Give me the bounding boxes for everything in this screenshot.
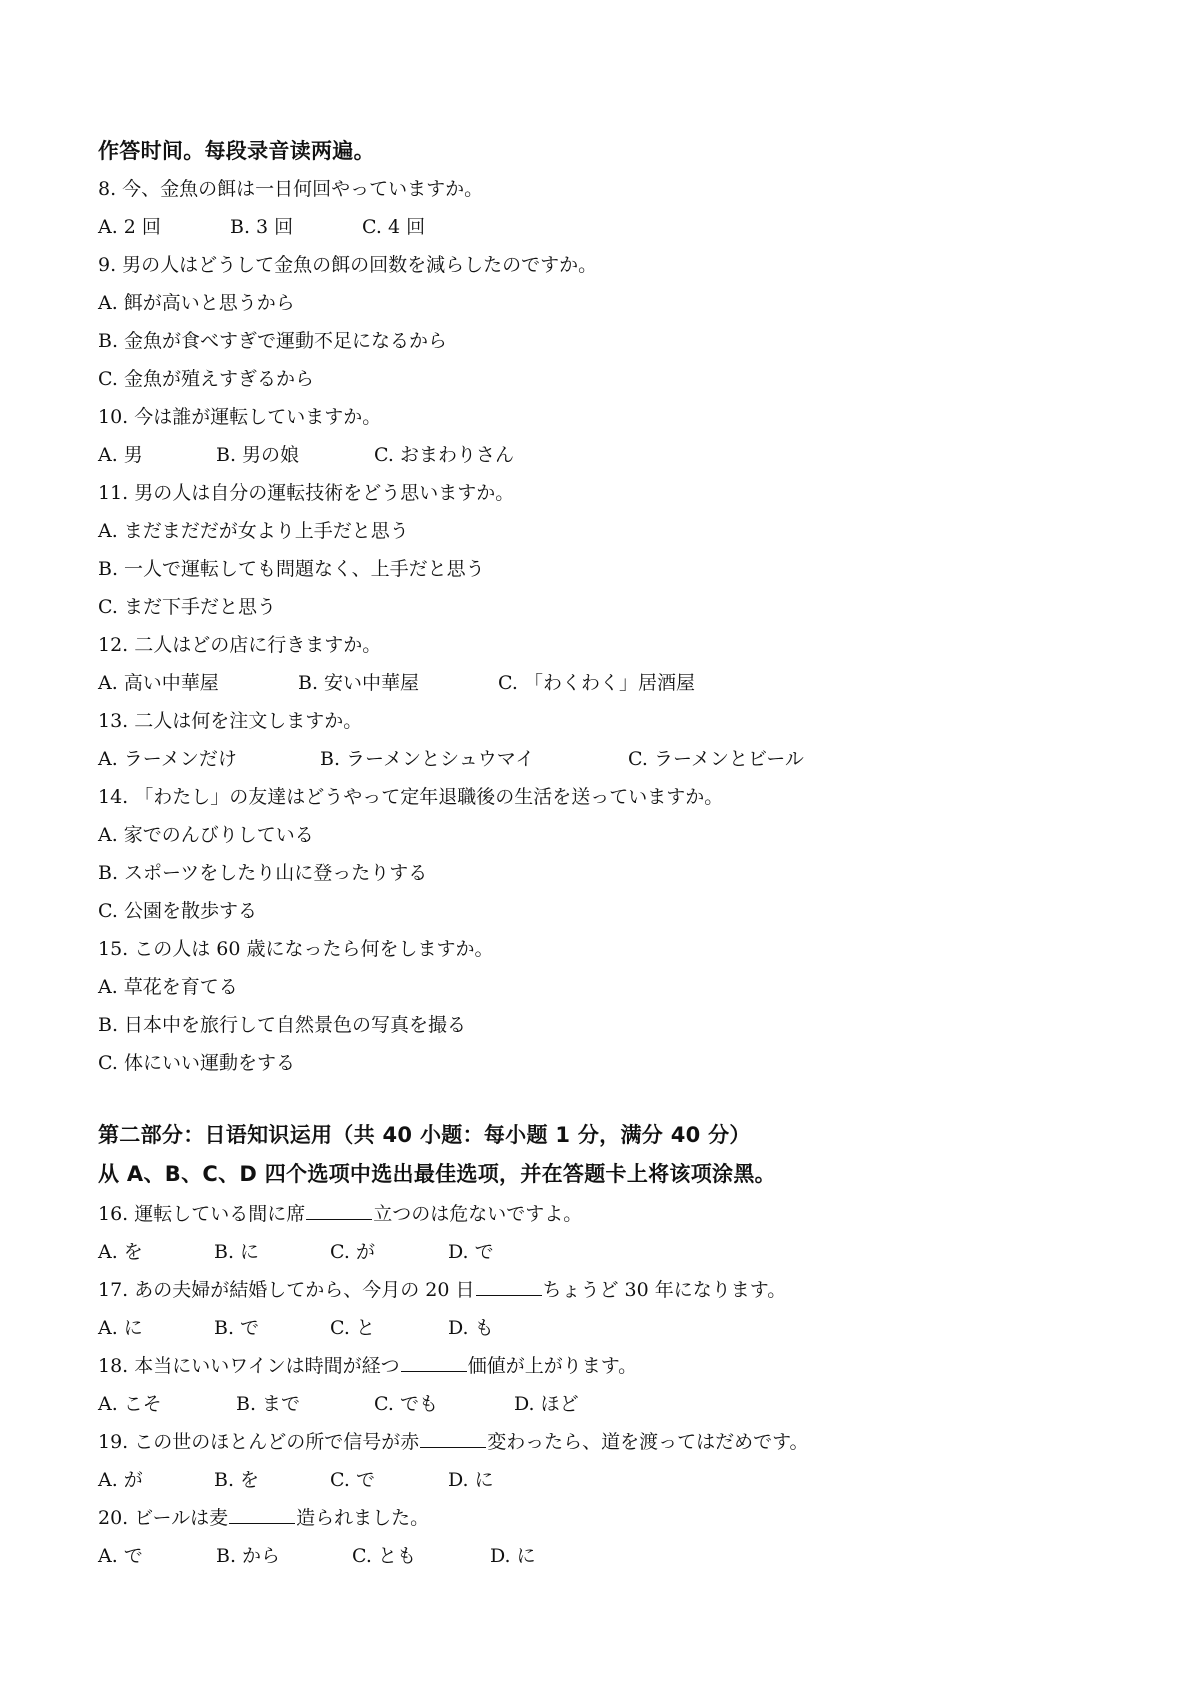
stem-after: 造られました。	[296, 1507, 430, 1529]
answer-blank	[229, 1505, 295, 1524]
question-11-stem: 11. 男の人は自分の運転技術をどう思いますか。	[98, 482, 515, 504]
option-d[interactable]: D. ほど	[514, 1393, 579, 1415]
question-12-options	[98, 670, 798, 696]
question-14-option-a[interactable]: A. 家でのんびりしている	[98, 824, 314, 846]
stem-after: 価値が上がります。	[467, 1355, 638, 1377]
stem-after: 変わったら、道を渡ってはだめです。	[487, 1431, 809, 1453]
question-17-options	[98, 1315, 698, 1341]
option-b[interactable]: B. 3 回	[230, 216, 294, 238]
option-c[interactable]: C. 「わくわく」居酒屋	[498, 672, 695, 694]
question-15-option-c[interactable]: C. 体にいい運動をする	[98, 1052, 295, 1074]
section2-title: 第二部分：日语知识运用（共 40 小题：每小题 1 分，满分 40 分）	[98, 1123, 751, 1147]
answer-blank	[420, 1429, 486, 1448]
option-c[interactable]: C. と	[330, 1317, 375, 1339]
option-a[interactable]: A. に	[98, 1317, 143, 1339]
answer-blank	[306, 1201, 372, 1220]
question-17-stem	[98, 1277, 786, 1303]
question-11-option-c[interactable]: C. まだ下手だと思う	[98, 596, 276, 618]
question-15-stem: 15. この人は 60 歳になったら何をしますか。	[98, 938, 494, 960]
question-11-option-b[interactable]: B. 一人で運転しても問題なく、上手だと思う	[98, 558, 485, 580]
question-13-options	[98, 746, 898, 772]
question-15-option-b[interactable]: B. 日本中を旅行して自然景色の写真を撮る	[98, 1014, 467, 1036]
question-14-option-c[interactable]: C. 公園を散歩する	[98, 900, 257, 922]
question-11-option-a[interactable]: A. まだまだだが女より上手だと思う	[98, 520, 409, 542]
question-8-stem: 8. 今、金魚の餌は一日何回やっていますか。	[98, 178, 484, 200]
stem-before: 16. 運転している間に席	[98, 1203, 306, 1225]
stem-after: ちょうど 30 年になります。	[542, 1279, 787, 1301]
question-20-options	[98, 1543, 698, 1569]
question-15-option-a[interactable]: A. 草花を育てる	[98, 976, 238, 998]
option-b[interactable]: B. まで	[236, 1393, 301, 1415]
option-a[interactable]: A. 2 回	[98, 216, 161, 238]
question-13-stem: 13. 二人は何を注文しますか。	[98, 710, 363, 732]
question-8-options	[98, 214, 698, 240]
question-9-option-a[interactable]: A. 餌が高いと思うから	[98, 292, 295, 314]
stem-before: 17. あの夫婦が結婚してから、今月の 20 日	[98, 1279, 475, 1301]
option-c[interactable]: C. でも	[374, 1393, 438, 1415]
question-18-stem	[98, 1353, 637, 1379]
question-14-option-b[interactable]: B. スポーツをしたり山に登ったりする	[98, 862, 428, 884]
option-b[interactable]: B. で	[214, 1317, 260, 1339]
option-b[interactable]: B. を	[214, 1469, 260, 1491]
question-10-stem: 10. 今は誰が運転していますか。	[98, 406, 382, 428]
option-a[interactable]: A. 高い中華屋	[98, 672, 219, 694]
option-a[interactable]: A. 男	[98, 444, 143, 466]
stem-before: 19. この世のほとんどの所で信号が赤	[98, 1431, 420, 1453]
option-d[interactable]: D. に	[448, 1469, 494, 1491]
option-a[interactable]: A. で	[98, 1545, 143, 1567]
option-c[interactable]: C. とも	[352, 1545, 416, 1567]
option-c[interactable]: C. で	[330, 1469, 375, 1491]
stem-before: 18. 本当にいいワインは時間が経つ	[98, 1355, 400, 1377]
option-c[interactable]: C. ラーメンとビール	[628, 748, 804, 770]
question-20-stem	[98, 1505, 429, 1531]
section1-instruction: 作答时间。每段录音读两遍。	[98, 139, 375, 163]
question-16-stem	[98, 1201, 582, 1227]
option-c[interactable]: C. 4 回	[362, 216, 426, 238]
question-19-options	[98, 1467, 698, 1493]
question-19-stem	[98, 1429, 809, 1455]
option-c[interactable]: C. が	[330, 1241, 375, 1263]
answer-blank	[401, 1353, 467, 1372]
option-b[interactable]: B. から	[216, 1545, 281, 1567]
question-12-stem: 12. 二人はどの店に行きますか。	[98, 634, 382, 656]
question-14-stem: 14. 「わたし」の友達はどうやって定年退職後の生活を送っていますか。	[98, 786, 724, 808]
question-10-options	[98, 442, 698, 468]
question-18-options	[98, 1391, 698, 1417]
option-d[interactable]: D. も	[448, 1317, 494, 1339]
option-b[interactable]: B. 男の娘	[216, 444, 300, 466]
option-a[interactable]: A. こそ	[98, 1393, 162, 1415]
stem-before: 20. ビールは麦	[98, 1507, 229, 1529]
question-9-option-b[interactable]: B. 金魚が食べすぎで運動不足になるから	[98, 330, 448, 352]
stem-after: 立つのは危ないですよ。	[373, 1203, 583, 1225]
option-c[interactable]: C. おまわりさん	[374, 444, 514, 466]
option-b[interactable]: B. に	[214, 1241, 260, 1263]
section2-instruction: 从 A、B、C、D 四个选项中选出最佳选项，并在答题卡上将该项涂黑。	[98, 1162, 776, 1186]
question-9-stem: 9. 男の人はどうして金魚の餌の回数を減らしたのですか。	[98, 254, 598, 276]
option-d[interactable]: D. に	[490, 1545, 536, 1567]
option-b[interactable]: B. ラーメンとシュウマイ	[320, 748, 535, 770]
option-a[interactable]: A. が	[98, 1469, 143, 1491]
answer-blank	[476, 1277, 542, 1296]
option-a[interactable]: A. ラーメンだけ	[98, 748, 237, 770]
question-16-options	[98, 1239, 698, 1265]
option-d[interactable]: D. で	[448, 1241, 494, 1263]
option-b[interactable]: B. 安い中華屋	[298, 672, 420, 694]
question-9-option-c[interactable]: C. 金魚が殖えすぎるから	[98, 368, 314, 390]
option-a[interactable]: A. を	[98, 1241, 143, 1263]
